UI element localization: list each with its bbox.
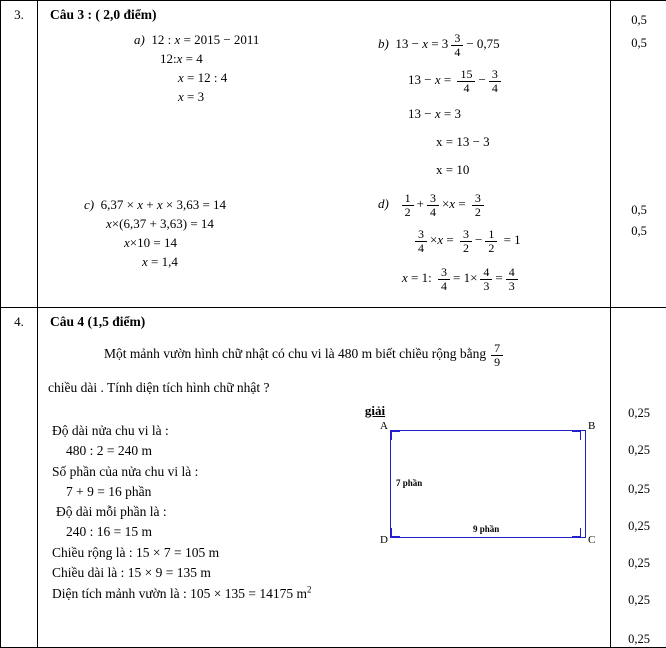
question-title-3: Câu 3 : ( 2,0 điểm) xyxy=(50,7,602,23)
vertex-label-a: A xyxy=(380,420,388,432)
points-value: 0,25 xyxy=(611,593,666,608)
points-value: 0,25 xyxy=(611,556,666,571)
points-value: 0,25 xyxy=(611,519,666,534)
list-item xyxy=(52,583,602,604)
corner-mark-c-icon xyxy=(572,528,581,537)
points-value: 0,5 xyxy=(611,203,666,218)
question-body-cell-3 xyxy=(38,1,611,308)
list-item: Chiều dài là : 15 × 9 = 135 m xyxy=(52,563,602,583)
width-label: 7 phần xyxy=(396,478,422,488)
fraction-numerator: 7 xyxy=(491,342,503,356)
list-item: 7 + 9 = 16 phần xyxy=(66,482,602,502)
corner-mark-b-icon xyxy=(572,431,581,440)
fraction-denominator: 9 xyxy=(491,356,503,369)
points-value: 0,25 xyxy=(611,443,666,458)
problem-statement-line2: chiều dài . Tính diện tích hình chữ nhật ? xyxy=(48,378,602,399)
question-number-3: 3. xyxy=(1,1,37,23)
points-value: 0,5 xyxy=(611,224,666,239)
solution-heading: giải xyxy=(148,403,602,419)
table-row-q4 xyxy=(1,308,666,648)
points-value: 0,25 xyxy=(611,632,666,647)
part-c-label: c) xyxy=(84,197,94,212)
list-item: 240 : 16 = 15 m xyxy=(66,522,602,542)
question-body-cell-4 xyxy=(38,308,611,648)
part-b-label: b) xyxy=(378,36,389,51)
part-c: c) 6,37 × x + x × 3,63 = 14 x×(6,37 + 3,63) = 14 x×10 = 14 x = 1,4 xyxy=(84,194,226,273)
list-item: 480 : 2 = 240 m xyxy=(66,441,602,461)
problem-statement-line1: Một mảnh vườn hình chữ nhật có chu vi là 480 m biết chiều rộng bằng $\frac{7}{9}$ xyxy=(104,342,602,368)
length-label: 9 phần xyxy=(473,524,499,534)
area-result-text: Diện tích mảnh vườn là : 105 × 135 = 14175 $m^2$ xyxy=(52,586,312,601)
part-a-label: a) xyxy=(134,32,145,47)
part-a: a) 12 : x = 2015 − 2011 12:x = 4 x = 12 : 4 x = 3 xyxy=(134,29,259,108)
vertex-label-d: D xyxy=(380,534,388,546)
points-cell-4 xyxy=(611,308,666,648)
question-number-4: 4. xyxy=(1,308,37,330)
list-item: Độ dài nửa chu vi là : xyxy=(52,421,602,441)
vertex-label-b: B xyxy=(588,420,595,432)
part-b: b) 13 − x = 3 $\frac{3}{4}$ − 0,75 13 − x = $\frac{15}{4}$ − $\frac{3}{4}$ 13 − x = 3 x = 13 − 3 x = 10 xyxy=(378,29,504,181)
points-value: 0,25 xyxy=(611,482,666,497)
list-item: Số phần của nửa chu vi là : xyxy=(52,462,602,482)
rectangle-figure xyxy=(378,416,588,544)
list-item: Độ dài mỗi phần là : xyxy=(56,502,602,522)
part-d: d) $\frac{1}{2}$ + $\frac{3}{4}$ ×x = $\frac{3}{2}$ $\frac{3}{4}$ ×x = $\frac{3}{2}$ − $\frac{1}{2}$ = 1 x = 1: $\frac{3}{4}$ = 1× $\frac{4}{3}$ = $\frac{4}{3}$ xyxy=(378,189,521,296)
table-row-q3 xyxy=(1,1,666,308)
question-title-4: Câu 4 (1,5 điểm) xyxy=(50,314,602,330)
question-number-cell-3 xyxy=(1,1,38,308)
corner-mark-d-icon xyxy=(391,528,400,537)
question-number-cell-4 xyxy=(1,308,38,648)
q3-work-area xyxy=(48,29,602,299)
points-value: 0,5 xyxy=(611,13,666,28)
points-list-3 xyxy=(611,1,666,239)
question-body-4 xyxy=(38,308,610,617)
question-body-3 xyxy=(38,1,610,307)
part-d-label: d) xyxy=(378,196,389,211)
points-value: 0,5 xyxy=(611,36,666,51)
vertex-label-c: C xyxy=(588,534,595,546)
list-item: Chiều rộng là : 15 × 7 = 105 m xyxy=(52,543,602,563)
points-cell-3 xyxy=(611,1,666,308)
points-value: 0,25 xyxy=(611,406,666,421)
corner-mark-a-icon xyxy=(391,431,400,440)
points-list-4 xyxy=(611,308,666,647)
